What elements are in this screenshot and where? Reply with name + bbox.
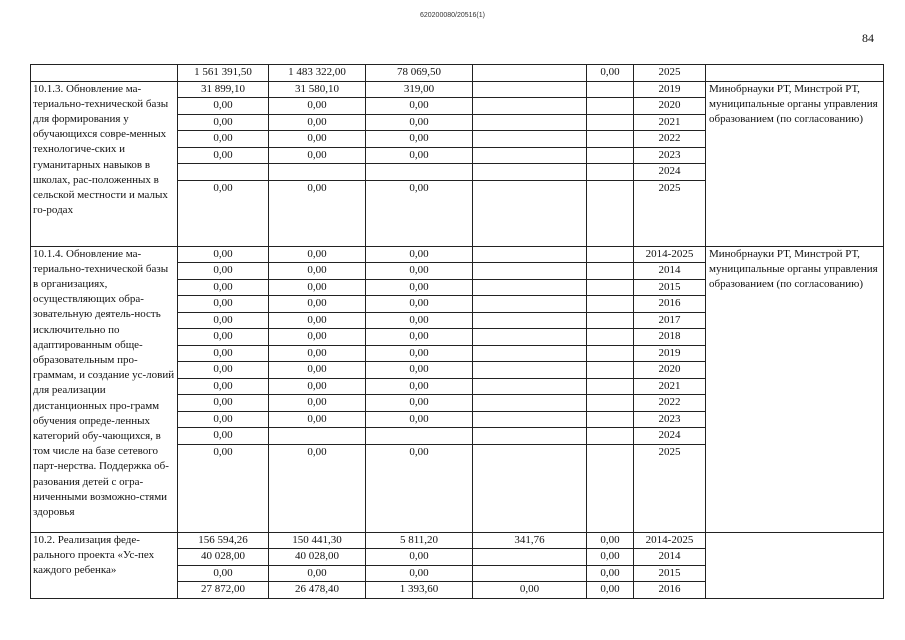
regional-value: 0,00 [269,395,365,412]
regional-value: 0,00 [269,247,365,264]
regional-value: 0,00 [269,313,365,330]
regional-value: 0,00 [269,280,365,297]
year-value: 2024 [634,164,705,181]
year-value: 2016 [658,583,681,595]
local-value [473,247,586,264]
other-value: 0,00 [587,533,633,550]
total-value: 0,00 [178,566,268,583]
regional-value: 26 478,40 [295,583,339,595]
local-value [473,346,586,363]
year-value: 2016 [634,296,705,313]
regional-value: 0,00 [307,181,327,194]
other-value [587,148,633,165]
local-value [473,329,586,346]
total-cell [178,65,269,82]
regional-column [269,246,366,532]
other-value [587,362,633,379]
year-value: 2017 [634,313,705,330]
federal-value: 0,00 [409,445,429,458]
year-value: 2023 [634,148,705,165]
local-value: 341,76 [473,533,586,550]
other-value [587,412,633,429]
other-value [587,115,633,132]
section-name [31,246,178,532]
total-value: 156 594,26 [178,533,268,550]
federal-value: 0,00 [366,263,472,280]
total-value: 0,00 [178,395,268,412]
total-value: 0,00 [178,247,268,264]
regional-value [269,428,365,445]
regional-value: 0,00 [269,131,365,148]
local-column [473,532,587,598]
federal-value: 0,00 [366,549,472,566]
other-value [587,428,633,445]
total-value: 0,00 [178,280,268,297]
year-value: 2015 [634,566,705,583]
federal-column [366,81,473,246]
section-title: 10.2. Реализация феде-рального проекта «Ус-пех каждого ребенка» [33,533,155,576]
federal-value: 5 811,20 [366,533,472,550]
year-value: 2014-2025 [634,533,705,550]
federal-value: 0,00 [366,379,472,396]
name-cell [31,65,178,82]
local-column [473,81,587,246]
other-value [587,181,633,197]
other-column [587,81,634,246]
other-value [587,280,633,297]
regional-value: 0,00 [269,412,365,429]
federal-value: 0,00 [366,362,472,379]
total-value: 0,00 [178,296,268,313]
federal-value: 0,00 [366,296,472,313]
local-value [473,549,586,566]
total-value [178,164,268,181]
regional-value: 0,00 [269,346,365,363]
local-value [473,263,586,280]
section-row [31,532,884,598]
federal-value: 0,00 [409,181,429,194]
other-column [587,246,634,532]
other-value [587,445,633,461]
regional-value: 0,00 [307,445,327,458]
year-column [634,246,706,532]
federal-value [366,164,472,181]
regional-value: 0,00 [269,329,365,346]
local-column [473,246,587,532]
regional-value: 0,00 [269,296,365,313]
total-value: 40 028,00 [178,549,268,566]
federal-value: 0,00 [366,98,472,115]
local-value [473,296,586,313]
year-column [634,81,706,246]
total-column [178,532,269,598]
total-value: 0,00 [178,412,268,429]
total-value: 0,00 [213,445,233,458]
year-value: 2022 [634,131,705,148]
year-value: 2019 [634,82,705,99]
regional-value [269,164,365,181]
total-value: 0,00 [178,428,268,445]
section-title: 10.1.4. Обновление ма-териально-технической базы в организациях, осуществляющих обра-зовательную деятель-ность исключительно по адаптированным обще-образовательным про-граммам, и создание ус-ловий для реализации дистанционных про-грамм обучения опреде-ленных категорий обу-чающихся, в том числе на базе сетевого парт-нерства. Поддержка об-разования детей с огра-ниченными возможно-стями здоровья [33,247,175,518]
federal-value: 0,00 [366,115,472,132]
year-value: 2020 [634,98,705,115]
total-value: 1 561 391,50 [194,66,252,78]
local-value [473,65,586,81]
regional-value: 31 580,10 [269,82,365,99]
total-value: 0,00 [178,98,268,115]
year-value: 2020 [634,362,705,379]
other-column [587,532,634,598]
local-value [473,164,586,181]
total-value: 0,00 [213,181,233,194]
section-name [31,532,178,598]
local-value [473,280,586,297]
total-column [178,246,269,532]
other-value [587,329,633,346]
regional-cell [269,65,366,82]
other-value [587,164,633,181]
responsible [706,532,884,598]
year-value: 2014 [634,549,705,566]
year-value: 2024 [634,428,705,445]
other-value [587,346,633,363]
local-value [473,181,586,197]
year-value: 2015 [634,280,705,297]
local-cell [473,65,587,82]
regional-column [269,532,366,598]
other-value [587,131,633,148]
local-value: 0,00 [519,583,540,595]
regional-value: 0,00 [269,263,365,280]
federal-value: 1 393,60 [399,583,439,595]
year-cell [634,65,706,82]
year-value: 2021 [634,379,705,396]
total-value: 31 899,10 [178,82,268,99]
year-value: 2014-2025 [634,247,705,264]
page-number: 84 [862,31,874,45]
section-row [31,246,884,532]
year-value: 2022 [634,395,705,412]
federal-value: 0,00 [366,395,472,412]
other-value: 0,00 [587,566,633,583]
total-value: 0,00 [178,263,268,280]
local-value [473,115,586,132]
total-value: 0,00 [178,379,268,396]
total-value: 0,00 [178,329,268,346]
regional-value: 0,00 [269,115,365,132]
regional-value: 1 483 322,00 [288,66,346,78]
local-value [473,379,586,396]
federal-value: 78 069,50 [397,66,441,78]
federal-value: 0,00 [366,346,472,363]
federal-value: 0,00 [366,412,472,429]
section-name [31,81,178,246]
total-value: 0,00 [178,148,268,165]
other-value [587,296,633,313]
regional-value: 0,00 [269,566,365,583]
other-value: 0,00 [600,583,620,595]
responsible [706,246,884,532]
year-value: 2014 [634,263,705,280]
year-column [634,532,706,598]
year-value: 2025 [658,66,681,78]
year-value: 2018 [634,329,705,346]
federal-value: 0,00 [366,329,472,346]
section-title: 10.1.3. Обновление ма-териально-технической базы для формирования у обучающихся совре-менных технологиче-ских и гуманитарных навыков в школах, рас-положенных в сельской местности и малых го-родах [33,82,169,217]
table-row [31,65,884,82]
other-value [587,247,633,264]
local-value [473,566,586,583]
responsible [706,81,884,246]
other-value: 0,00 [600,66,620,78]
total-value: 0,00 [178,362,268,379]
federal-value: 0,00 [366,280,472,297]
other-value [587,98,633,115]
other-value [587,82,633,99]
regional-value: 150 441,30 [269,533,365,550]
other-cell [587,65,634,82]
federal-value: 0,00 [366,247,472,264]
local-value [473,98,586,115]
local-value [473,362,586,379]
local-value [473,313,586,330]
responsible-text: Минобрнауки РТ, Минстрой РТ, муниципальные органы управления образованием (по согласованию) [709,247,878,291]
local-value [473,412,586,429]
year-value: 2025 [658,445,681,458]
year-value: 2025 [658,181,681,194]
regional-value: 0,00 [269,98,365,115]
section-row [31,81,884,246]
document-id: 620200080/20516(1) [419,12,485,19]
responsible-text: Минобрнауки РТ, Минстрой РТ, муниципальные органы управления образованием (по согласованию) [709,82,878,126]
year-value: 2021 [634,115,705,132]
year-value: 2023 [634,412,705,429]
local-value [473,82,586,99]
total-column [178,81,269,246]
other-value [587,263,633,280]
federal-column [366,246,473,532]
regional-column [269,81,366,246]
responsible-cell [706,65,884,82]
year-value: 2019 [634,346,705,363]
regional-value: 0,00 [269,379,365,396]
local-value [473,131,586,148]
federal-cell [366,65,473,82]
budget-table [30,64,884,599]
federal-value: 0,00 [366,131,472,148]
total-value: 0,00 [178,115,268,132]
total-value: 0,00 [178,346,268,363]
federal-value [366,428,472,445]
other-value [587,395,633,412]
local-value [473,148,586,165]
total-value: 27 872,00 [201,583,245,595]
federal-value: 319,00 [366,82,472,99]
other-value [587,379,633,396]
total-value: 0,00 [178,313,268,330]
local-value [473,445,586,461]
federal-value: 0,00 [366,313,472,330]
regional-value: 40 028,00 [269,549,365,566]
total-value: 0,00 [178,131,268,148]
other-value: 0,00 [587,549,633,566]
regional-value: 0,00 [269,148,365,165]
federal-value: 0,00 [366,148,472,165]
federal-column [366,532,473,598]
local-value [473,428,586,445]
local-value [473,395,586,412]
regional-value: 0,00 [269,362,365,379]
other-value [587,313,633,330]
federal-value: 0,00 [366,566,472,583]
